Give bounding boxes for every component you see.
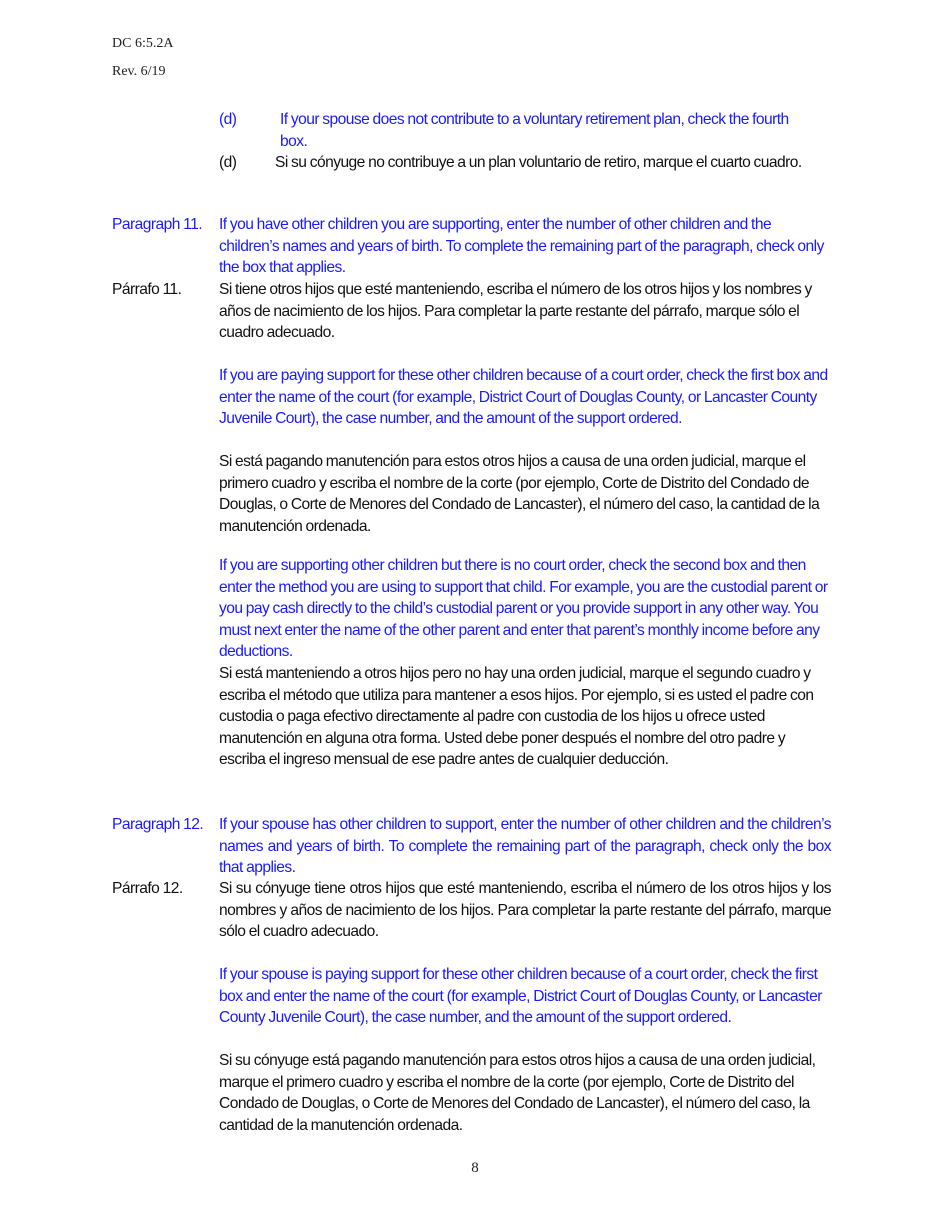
item-d-label-es: (d) <box>219 154 237 171</box>
paragraph-12-text-es: Si su cónyuge tiene otros hijos que esté manteniendo, escriba el número de los otros hijos y los nombres y años de nacimiento de los hijos. Para completar la parte restante del párrafo, marque sólo el cuadro adecuado. <box>219 880 831 940</box>
item-d-label-en: (d) <box>219 111 237 128</box>
form-code: DC 6:5.2A <box>112 36 174 51</box>
paragraph-11-no-order-es-text: Si está manteniendo a otros hijos pero no hay una orden judicial, marque el segundo cuadro y escriba el método que utiliza para mantener a esos hijos. Por ejemplo, si es usted el padre con custodia o paga efectivo directamente al padre con custodia de los hijos u ofrece usted manutención en alguna otra forma. Usted debe poner después el nombre del otro padre y escriba el ingreso mensual de ese padre antes de cualquier deducción. <box>219 665 814 768</box>
paragraph-12-label-en: Paragraph 12. <box>112 816 204 833</box>
paragraph-11-court-order-en-text: If you are paying support for these other children because of a court order, check the first box and enter the name of the court (for example, District Court of Douglas County, or Lancaster County Juvenile Court), the case number, and the amount of the support ordered. <box>219 367 828 427</box>
paragraph-11-label-es: Párrafo 11. <box>112 281 182 298</box>
paragraph-12-text-en: If your spouse has other children to support, enter the number of other children and the children’s names and years of birth. To complete the remaining part of the paragraph, check only the box that applies. <box>219 816 831 876</box>
paragraph-12-court-order-es-text: Si su cónyuge está pagando manutención para estos otros hijos a causa de una orden judicial, marque el primero cuadro y escriba el nombre de la corte (por ejemplo, Corte de Distrito del Condado de Douglas, o Corte de Menores del Condado de Lancaster), el número del caso, la cantidad de la manutención ordenada. <box>219 1052 816 1134</box>
paragraph-11-no-order-en-text: If you are supporting other children but there is no court order, check the second box and then enter the method you are using to support that child. For example, you are the custodial parent or you pay cash directly to the child’s custodial parent or you provide support in any other way. You must next enter the name of the other parent and enter that parent’s monthly income before any deductions. <box>219 557 828 660</box>
item-d-text-en: If your spouse does not contribute to a voluntary retirement plan, check the fourth box. <box>280 111 789 150</box>
page-number: 8 <box>471 1160 479 1176</box>
paragraph-11-text-en: If you have other children you are supporting, enter the number of other children and the children’s names and years of birth. To complete the remaining part of the paragraph, check only the box that applies. <box>219 216 824 276</box>
paragraph-11-text-es: Si tiene otros hijos que esté manteniendo, escriba el número de los otros hijos y los nombres y años de nacimiento de los hijos. Para completar la parte restante del párrafo, marque sólo el cuadro adecuado. <box>219 281 812 341</box>
item-d-text-es: Si su cónyuge no contribuye a un plan voluntario de retiro, marque el cuarto cuadro. <box>275 154 802 171</box>
paragraph-11-court-order-es-text: Si está pagando manutención para estos otros hijos a causa de una orden judicial, marque el primero cuadro y escriba el nombre de la corte (por ejemplo, Corte de Distrito del Condado de Douglas, o Corte de Menores del Condado de Lancaster), el número del caso, la cantidad de la manutención ordenada. <box>219 453 820 535</box>
paragraph-12-court-order-en-text: If your spouse is paying support for these other children because of a court order, check the first box and enter the name of the court (for example, District Court of Douglas County, or Lancaster County Juvenile Court), the case number, and the amount of the support ordered. <box>219 966 822 1026</box>
paragraph-11-label-en: Paragraph 11. <box>112 216 203 233</box>
revision-date: Rev. 6/19 <box>112 64 166 79</box>
paragraph-12-label-es: Párrafo 12. <box>112 880 183 897</box>
